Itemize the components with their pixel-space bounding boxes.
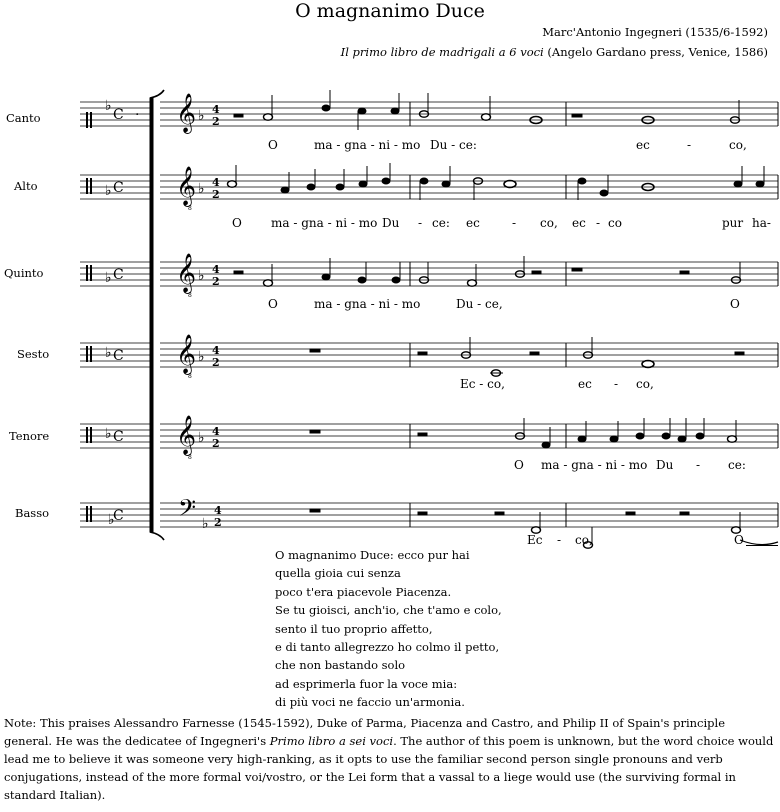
poem-line: che non bastando solo bbox=[275, 658, 406, 673]
lyric: ec bbox=[466, 216, 480, 230]
lyric: ha- bbox=[752, 216, 771, 230]
svg-text:♭: ♭ bbox=[198, 268, 205, 284]
melisma-line bbox=[746, 545, 778, 546]
svg-text:♭: ♭ bbox=[105, 426, 112, 442]
time-sig-num: 4 bbox=[212, 425, 220, 438]
svg-text:𝄞: 𝄞 bbox=[176, 415, 197, 455]
footnote bbox=[4, 714, 776, 804]
lyric: - bbox=[596, 216, 601, 230]
lyric: Du bbox=[382, 216, 400, 230]
lyric: O bbox=[268, 297, 278, 311]
lyric: ma - gna - ni - mo bbox=[314, 297, 421, 311]
svg-text:♭: ♭ bbox=[198, 349, 205, 365]
svg-text:♭: ♭ bbox=[202, 516, 209, 532]
lyric: co, bbox=[575, 533, 593, 547]
lyric: co, bbox=[729, 138, 747, 152]
time-sig-num: 4 bbox=[214, 504, 222, 517]
svg-text:C: C bbox=[113, 508, 124, 524]
part-name-canto: Canto bbox=[6, 111, 41, 125]
svg-text:♭: ♭ bbox=[108, 512, 115, 528]
lyric: O bbox=[268, 138, 278, 152]
time-sig-den: 2 bbox=[212, 115, 220, 128]
poem-text bbox=[275, 546, 502, 712]
lyric: Ec bbox=[527, 533, 543, 547]
time-sig-num: 4 bbox=[212, 344, 220, 357]
source-book-title: Il primo libro de madrigali a 6 voci bbox=[340, 45, 544, 59]
svg-text:♭: ♭ bbox=[105, 183, 112, 199]
poem-line: O magnanimo Duce: ecco pur hai bbox=[275, 548, 470, 562]
part-name-quinto: Quinto bbox=[4, 266, 44, 280]
poem-line: sento il tuo proprio affetto, bbox=[275, 621, 433, 636]
svg-text:𝄞: 𝄞 bbox=[176, 93, 197, 133]
svg-text:·: · bbox=[135, 107, 140, 123]
svg-text:♭: ♭ bbox=[198, 430, 205, 446]
source-publisher: (Angelo Gardano press, Venice, 1586) bbox=[543, 45, 768, 59]
incipit-clefs bbox=[86, 98, 139, 528]
poem-line: Se tu gioisci, anch'io, che t'amo e colo, bbox=[275, 603, 502, 618]
svg-text:𝄢: 𝄢 bbox=[178, 494, 197, 527]
notes bbox=[228, 90, 779, 548]
lyric: pur bbox=[722, 216, 744, 230]
svg-text:C: C bbox=[113, 107, 124, 123]
lyric: Du bbox=[656, 458, 674, 472]
time-sig-num: 4 bbox=[212, 103, 220, 116]
poem-line: e di tanto allegrezzo ho colmo il petto, bbox=[275, 640, 500, 655]
footnote-book-title: Primo libro a sei voci bbox=[269, 734, 394, 748]
svg-text:𝄞: 𝄞 bbox=[176, 253, 197, 293]
lyric: - bbox=[687, 138, 692, 152]
svg-text:C: C bbox=[113, 267, 124, 283]
lyric: ec bbox=[572, 216, 586, 230]
footnote-text-end: . The author of this poem is unknown, but the word choice would lead me to believe it was someone very high-ranking, as it opts to use the familiar second person single pronouns and verb conjugations, instead of the more formal voi/vostro, or the Lei form that a vassal to a liege would use (the surviving formal in standard Italian). bbox=[4, 734, 774, 802]
lyric: - bbox=[696, 458, 701, 472]
time-sig-den: 2 bbox=[212, 356, 220, 369]
lyric: - bbox=[614, 377, 619, 391]
svg-text:♭: ♭ bbox=[105, 98, 112, 114]
poem-line: poco t'era piacevole Piacenza. bbox=[275, 584, 452, 599]
lyric: ce: bbox=[432, 216, 450, 230]
svg-text:♭: ♭ bbox=[198, 108, 205, 124]
svg-text:♭: ♭ bbox=[198, 181, 205, 197]
svg-text:8: 8 bbox=[188, 373, 192, 380]
composer-credit: Marc'Antonio Ingegneri (1535/6-1592) bbox=[542, 25, 768, 39]
lyric: co, bbox=[540, 216, 558, 230]
lyric: co, bbox=[636, 377, 654, 391]
lyric: O bbox=[514, 458, 524, 472]
lyric: ec bbox=[636, 138, 650, 152]
svg-text:8: 8 bbox=[188, 205, 192, 212]
piece-title: O magnanimo Duce bbox=[295, 0, 485, 22]
lyric: ce: bbox=[728, 458, 746, 472]
svg-text:C: C bbox=[113, 348, 124, 364]
main-clefs bbox=[176, 93, 222, 532]
time-sig-den: 2 bbox=[212, 437, 220, 450]
part-name-alto: Alto bbox=[14, 179, 38, 193]
lyric: ec bbox=[578, 377, 592, 391]
poem-line: quella gioia cui senza bbox=[275, 566, 401, 581]
lyric: Du - ce: bbox=[430, 138, 477, 152]
lyric: O bbox=[734, 533, 744, 547]
system-bracket bbox=[150, 90, 164, 540]
poem-line: di più voci ne faccio un'armonia. bbox=[275, 695, 465, 710]
lyric: ma - gna - ni - mo bbox=[271, 216, 378, 230]
incipit-staves bbox=[80, 102, 150, 527]
poem-line: ad esprimerla fuor la voce mia: bbox=[275, 676, 458, 691]
svg-text:𝄞: 𝄞 bbox=[176, 334, 197, 374]
svg-text:♭: ♭ bbox=[105, 270, 112, 286]
svg-text:8: 8 bbox=[188, 292, 192, 299]
lyric: O bbox=[232, 216, 242, 230]
footnote-text: Note: This praises Alessandro Farnesse (1545-1592), Duke of Parma, Piacenza and Castro, and Philip II of Spain's principle general. He was the dedicatee of Ingegneri's bbox=[4, 716, 726, 748]
lyric: ma - gna - ni - mo bbox=[541, 458, 648, 472]
time-sig-num: 4 bbox=[212, 176, 220, 189]
time-sig-den: 2 bbox=[214, 516, 222, 529]
svg-text:𝄞: 𝄞 bbox=[176, 166, 197, 206]
time-sig-num: 4 bbox=[212, 263, 220, 276]
part-name-tenore: Tenore bbox=[9, 429, 50, 443]
lyric: ma - gna - ni - mo bbox=[314, 138, 421, 152]
lyric: O bbox=[730, 297, 740, 311]
svg-text:C: C bbox=[113, 180, 124, 196]
svg-text:8: 8 bbox=[188, 454, 192, 461]
lyric: - bbox=[557, 533, 562, 547]
part-name-basso: Basso bbox=[15, 506, 50, 520]
time-sig-den: 2 bbox=[212, 275, 220, 288]
svg-text:C: C bbox=[113, 429, 124, 445]
lyric: co bbox=[608, 216, 622, 230]
time-sig-den: 2 bbox=[212, 188, 220, 201]
lyric: - bbox=[418, 216, 423, 230]
lyric: - bbox=[512, 216, 517, 230]
lyric: Ec - co, bbox=[460, 377, 505, 391]
svg-text:♭: ♭ bbox=[105, 345, 112, 361]
lyric: Du - ce, bbox=[456, 297, 503, 311]
part-name-sesto: Sesto bbox=[17, 347, 50, 361]
main-staves bbox=[160, 102, 778, 527]
